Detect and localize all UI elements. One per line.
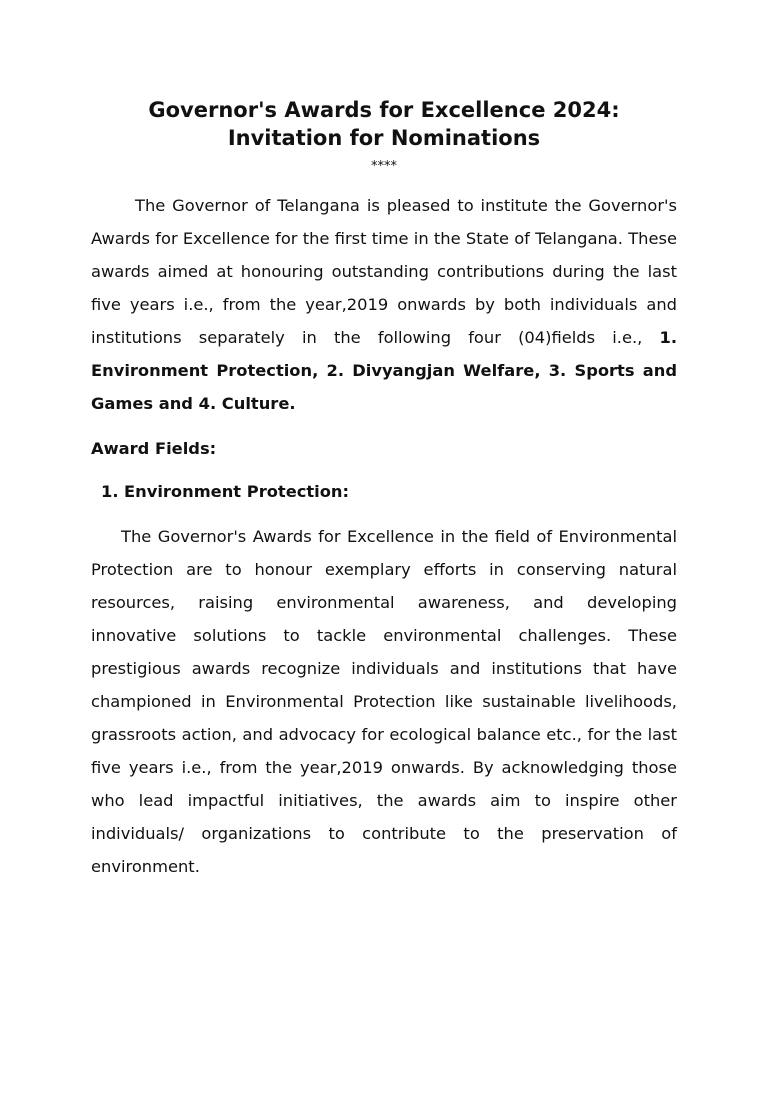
award-fields-heading: Award Fields:: [91, 439, 217, 458]
section-1-heading: [91, 478, 677, 506]
intro-fields: 1. Environment Protection, 2. Divyangjan Welfare, 3. Sports and Games and 4. Culture.: [91, 328, 677, 413]
intro-paragraph: [91, 189, 677, 420]
page-title: [91, 96, 677, 152]
title-line-1: Governor's Awards for Excellence 2024:: [148, 98, 620, 122]
separator: ****: [371, 159, 397, 174]
section-1-title: Environment Protection:: [124, 482, 350, 501]
section-1-number: 1.: [101, 482, 119, 501]
intro-text: The Governor of Telangana is pleased to institute the Governor's Awards for Excellence for the first time in the State of Telangana. These awards aimed at honouring outstanding contributions during the last five years i.e., from the year,2019 onwards by both individuals and institutions separately in the following four (04)fields i.e.,: [91, 196, 677, 347]
section-1-body: The Governor's Awards for Excellence in the field of Environmental Protection are to honour exemplary efforts in conserving natural resources, raising environmental awareness, and developing innovative solutions to tackle environmental challenges. These prestigious awards recognize individuals and institutions that have championed in Environmental Protection like sustainable livelihoods, grassroots action, and advocacy for ecological balance etc., for the last five years i.e., from the year,2019 onwards. By acknowledging those who lead impactful initiatives, the awards aim to inspire other individuals/ organizations to contribute to the preservation of environment.: [91, 527, 677, 876]
title-line-2: Invitation for Nominations: [227, 126, 541, 150]
document-page: [0, 96, 768, 1120]
